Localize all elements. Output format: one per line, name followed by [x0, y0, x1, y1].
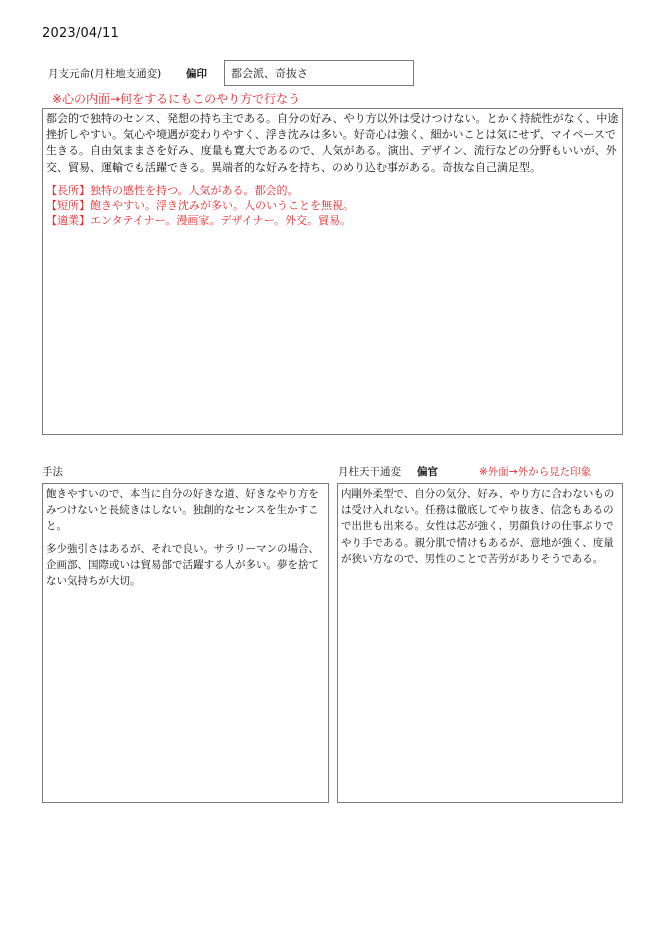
document-date: 2023/04/11: [42, 26, 119, 41]
method-paragraph-1: 飽きやすいので、本当に自分の好きな道、好きなやり方をみつけないと長続きはしない。独創的なセンスを生かすこと。: [46, 488, 319, 533]
main-description: 都会的で独特のセンス、発想の持ち主である。自分の好み、やり方以外は受けつけない。とかく持続性がなく、中途挫折しやすい。気心や境遇が変わりやすく、浮き沈みは多い。好奇心は強く、細かいことは気にせず、マイペースで生きる。自由気ままさを好み、度量も寛大であるので、人気がある。演出、デザイン、流行などの分野もいいが、外交、貿易、運輸でも活躍できる。異端者的な好みを持ち、のめり込む事がある。奇抜な自己満足型。: [46, 112, 619, 174]
section1-label: 月支元命(月柱地支通変): [48, 68, 162, 80]
section2-label: 月柱天干通変: [338, 466, 401, 478]
traits-list: [46, 183, 619, 228]
keywords-text: 都会派、奇抜さ: [231, 67, 308, 80]
method-box: [42, 483, 329, 803]
strength-line: 【長所】独特の感性を持つ。人気がある。都会的。: [46, 183, 299, 197]
method-paragraph-2: 多少強引さはあるが、それで良い。サラリーマンの場合、企画部、国際或いは貿易部で活躍する人が多い。夢を捨てない気持ちが大切。: [46, 542, 319, 588]
weakness-line: 【短所】飽きやすい。浮き沈みが多い。人のいうことを無視。: [46, 198, 354, 212]
outer-impression-note: ※外面→外から見た印象: [479, 466, 592, 478]
section2-star: 偏官: [417, 466, 438, 478]
main-description-box: [42, 108, 623, 435]
outer-description-box: [337, 483, 623, 803]
suitable-work-line: 【適業】エンタテイナー。漫画家。デザイナー。外交。貿易。: [46, 213, 352, 227]
outer-description: 内剛外柔型で、自分の気分、好み、やり方に合わないものは受け入れない。任務は徹底してやり抜き、信念もあるので出世も出来る。女性は芯が強く、男顔負けの仕事ぶりでやり手である。親分肌で情けもあるが、意地が強く、度量が狭い方なので、男性のことで苦労がありそうである。: [341, 488, 615, 565]
keywords-box: [224, 60, 414, 86]
inner-heart-note: ※心の内面→何をするにもこのやり方で行なう: [52, 92, 301, 106]
section1-star: 偏印: [186, 68, 207, 80]
method-label: 手法: [42, 466, 63, 478]
